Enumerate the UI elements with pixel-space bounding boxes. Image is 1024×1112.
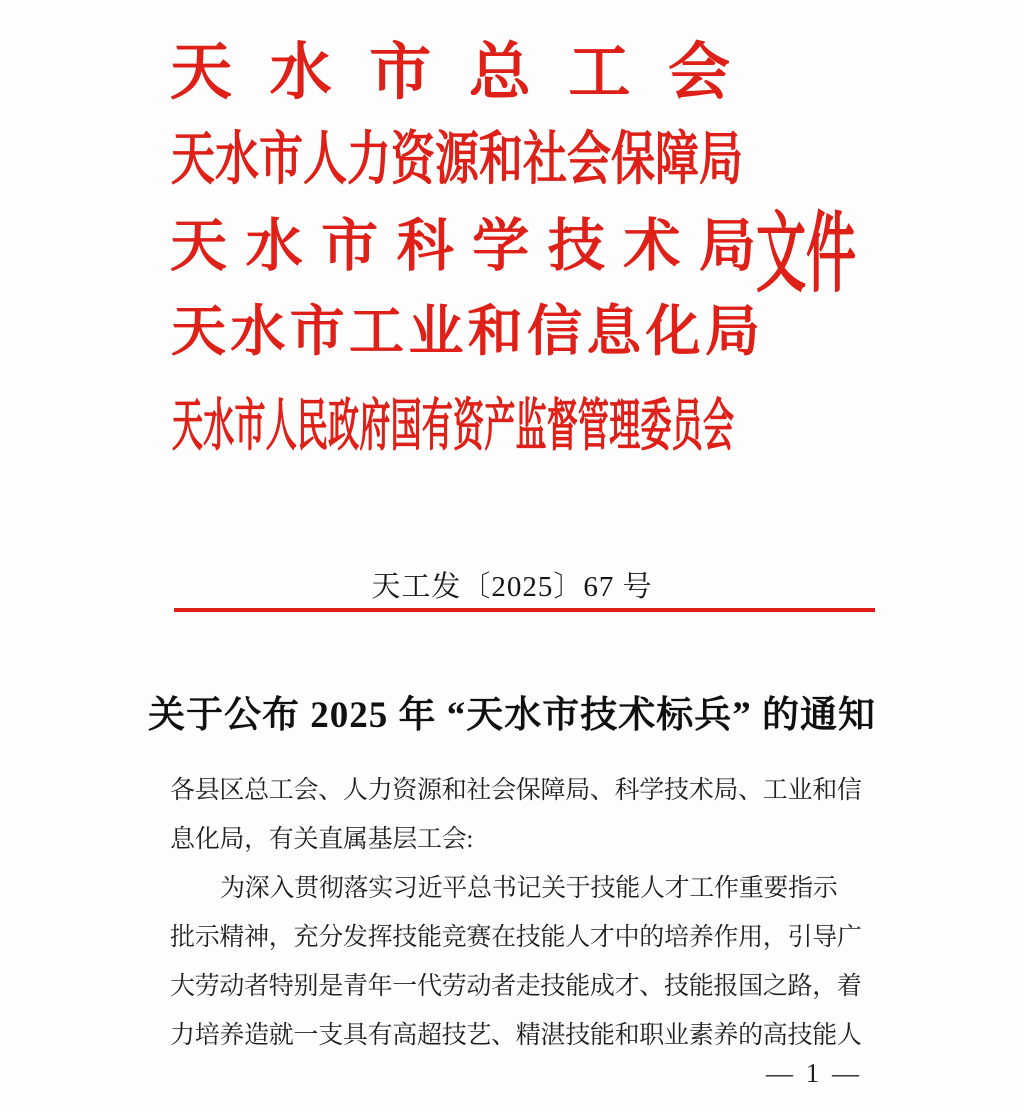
body-line: 批示精神，充分发挥技能竞赛在技能人才中的培养作用，引导广 <box>170 924 862 951</box>
body-line: 各县区总工会、人力资源和社会保障局、科学技术局、工业和信 <box>170 777 862 804</box>
letterhead-org-5: 天 水 市 人 民 政 府 国 有 资 产 监 督 管 理 委 员 会 <box>172 393 734 458</box>
page-number: — 1 — <box>766 1058 862 1088</box>
letterhead-org-1: 天 水 市 总 工 会 <box>170 39 730 107</box>
body-line: 息化局，有关直属基层工会: <box>170 826 474 853</box>
red-divider-line <box>174 608 875 612</box>
letterhead-document-suffix: 文件 <box>756 204 856 303</box>
letterhead-org-4: 天 水 市 工 业 和 信 息 化 局 <box>171 301 760 362</box>
letterhead-org-3: 天 水 市 科 学 技 术 局 <box>170 215 756 278</box>
document-body <box>170 766 866 1060</box>
document-number: 天工发〔2025〕67 号 <box>371 571 653 603</box>
body-line: 为深入贯彻落实习近平总书记关于技能人才工作重要指示 <box>220 875 838 902</box>
document-title: 关于公布 2025 年 “天水市技术标兵” 的通知 <box>148 695 876 736</box>
body-line: 力培养造就一支具有高超技艺、精湛技能和职业素养的高技能人 <box>170 1022 862 1049</box>
body-line: 大劳动者特别是青年一代劳动者走技能成才、技能报国之路，着 <box>170 973 862 1000</box>
letterhead-org-2: 天 水 市 人 力 资 源 和 社 会 保 障 局 <box>171 127 743 192</box>
